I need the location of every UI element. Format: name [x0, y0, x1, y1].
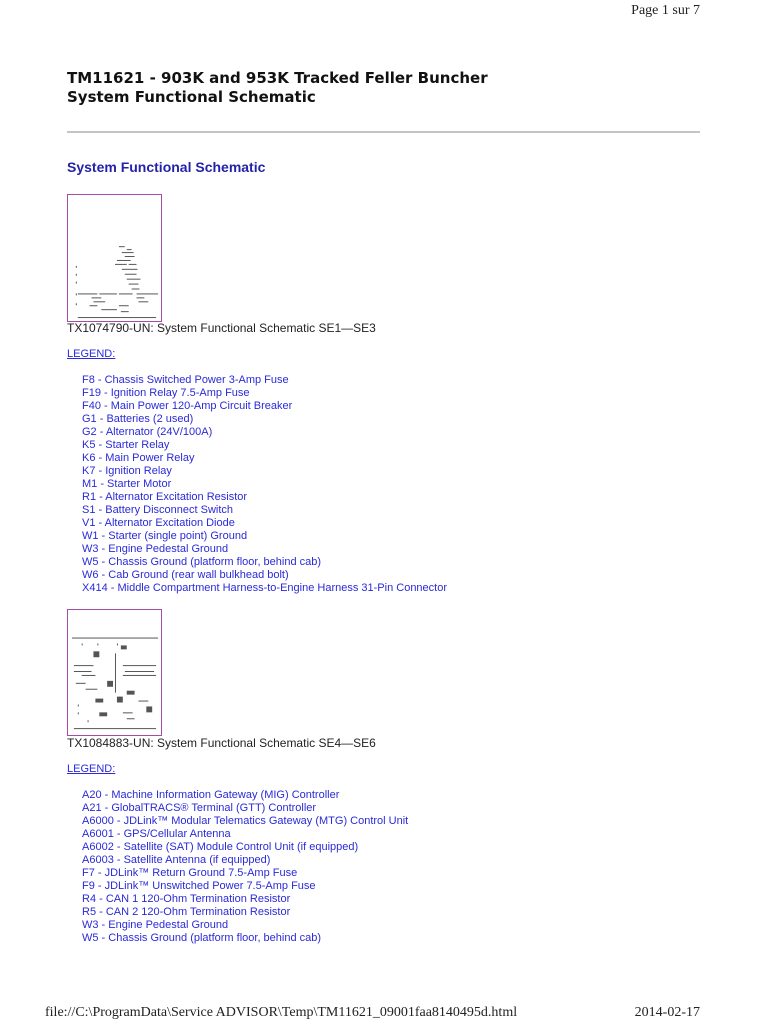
legend-item: K7 - Ignition Relay: [82, 465, 172, 477]
legend-item: W3 - Engine Pedestal Ground: [82, 543, 229, 555]
legend-item: A6002 - Satellite (SAT) Module Control Unit (if equipped): [82, 841, 359, 853]
legend-item: A21 - GlobalTRACS® Terminal (GTT) Controller: [82, 802, 317, 814]
legend-list: [82, 789, 408, 945]
legend-item: M1 - Starter Motor: [82, 478, 172, 490]
schematic-thumbnail-se1-se3[interactable]: [67, 194, 162, 322]
legend-item: S1 - Battery Disconnect Switch: [82, 504, 234, 516]
legend-item: A20 - Machine Information Gateway (MIG) Controller: [82, 789, 340, 801]
legend-item: W1 - Starter (single point) Ground: [82, 530, 248, 542]
schematic-image: [68, 195, 161, 321]
legend-item: A6001 - GPS/Cellular Antenna: [82, 828, 231, 840]
legend-item: W5 - Chassis Ground (platform floor, behind cab): [82, 556, 322, 568]
print-date: 2014-02-17: [634, 1005, 700, 1020]
title-divider: [67, 131, 700, 133]
legend-item: X414 - Middle Compartment Harness-to-Engine Harness 31-Pin Connector: [82, 582, 448, 594]
legend-item: F7 - JDLink™ Return Ground 7.5-Amp Fuse: [82, 867, 298, 879]
legend-item: G1 - Batteries (2 used): [82, 413, 194, 425]
legend-item: K5 - Starter Relay: [82, 439, 170, 451]
legend-item: K6 - Main Power Relay: [82, 452, 195, 464]
document-title-line-2: System Functional Schematic: [67, 88, 316, 106]
schematic-thumbnail-se4-se6[interactable]: [67, 609, 162, 736]
legend-item: W5 - Chassis Ground (platform floor, behind cab): [82, 932, 322, 944]
legend-item: F40 - Main Power 120-Amp Circuit Breaker: [82, 400, 293, 412]
legend-item: F9 - JDLink™ Unswitched Power 7.5-Amp Fuse: [82, 880, 316, 892]
document-title-line-1: TM11621 - 903K and 953K Tracked Feller Buncher: [67, 69, 488, 87]
legend-link[interactable]: LEGEND:: [67, 763, 116, 775]
legend-list: [82, 374, 447, 595]
file-path: file://C:\ProgramData\Service ADVISOR\Temp\TM11621_09001faa8140495d.html: [45, 1005, 518, 1020]
legend-item: V1 - Alternator Excitation Diode: [82, 517, 235, 529]
page-indicator: Page 1 sur 7: [631, 3, 700, 18]
legend-item: R5 - CAN 2 120-Ohm Termination Resistor: [82, 906, 291, 918]
legend-item: W6 - Cab Ground (rear wall bulkhead bolt): [82, 569, 289, 581]
legend-item: F8 - Chassis Switched Power 3-Amp Fuse: [82, 374, 289, 386]
legend-link[interactable]: LEGEND:: [67, 348, 116, 360]
legend-item: R4 - CAN 1 120-Ohm Termination Resistor: [82, 893, 291, 905]
document-title: [67, 69, 707, 107]
legend-item: W3 - Engine Pedestal Ground: [82, 919, 229, 931]
schematic-image: [68, 610, 161, 735]
legend-item: F19 - Ignition Relay 7.5-Amp Fuse: [82, 387, 250, 399]
figure-caption: TX1074790-UN: System Functional Schematic SE1—SE3: [67, 321, 376, 335]
legend-item: A6000 - JDLink™ Modular Telematics Gateway (MTG) Control Unit: [82, 815, 409, 827]
legend-item: R1 - Alternator Excitation Resistor: [82, 491, 248, 503]
figure-caption: TX1084883-UN: System Functional Schematic SE4—SE6: [67, 736, 376, 750]
section-heading: System Functional Schematic: [67, 159, 266, 175]
legend-item: A6003 - Satellite Antenna (if equipped): [82, 854, 271, 866]
legend-item: G2 - Alternator (24V/100A): [82, 426, 213, 438]
